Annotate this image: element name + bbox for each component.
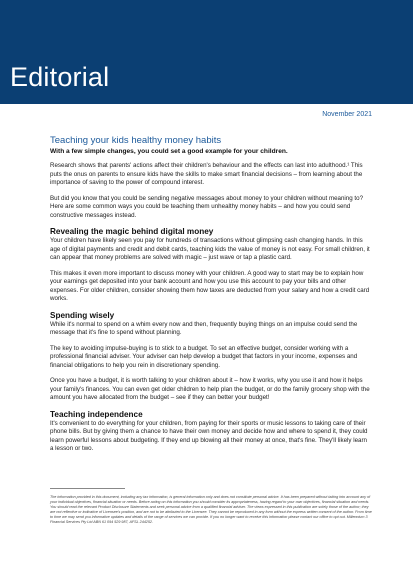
section-heading: Revealing the magic behind digital money [50, 227, 214, 236]
section-paragraph: Your children have likely seen you pay for hundreds of transactions without glimpsing cash changing hands. In this age of digital payments and credit and debit cards, teaching kids the value of money is not easy. For small children, it can appear that money problems are solved with magic – just wave or tap a plastic card. [50, 237, 370, 261]
intro-paragraph: But did you know that you could be sending negative messages about money to your children without meaning to? Here are some common ways you could be teaching them unhealthy money habits – and how you could send constructive messages instead. [50, 194, 364, 219]
header-banner [0, 0, 413, 104]
banner-title: Editorial [10, 62, 110, 92]
section-paragraph: Once you have a budget, it is worth talking to your children about it – how it works, why you use it and how it helps your family's finances. You can even get older children to help plan the budget, or do the family grocery shop with the amount you have allocated from the budget – see if they can better your budget! [50, 377, 370, 401]
section-heading: Teaching independence [50, 409, 143, 419]
article-subtitle: With a few simple changes, you could set a good example for your children. [50, 148, 288, 155]
disclaimer-text: The information provided in this document, including any tax information, is general information only and does not constitute personal advice. It has been prepared without taking into account any of your individual objectives, financial situation or needs. Before acting on this information you should consider its appropriateness, having regard to your own objectives, financial situation and needs. You should read the relevant Product Disclosure Statements and seek personal advice from a qualified financial adviser. The views expressed in this publication are solely those of the author; they are not reflective or indicative of Licensee's position, and are not to be attributed to the Licensee. They cannot be reproduced in any form without the express written consent of the author. From time to time we may send you informative updates and details of the range of services we can provide. If you no longer want to receive this information please contact our office to opt out. Millennium 3 Financial Services Pty Ltd ABN 61 094 529 987, AFSL 244252. [50, 495, 372, 524]
article-title: Teaching your kids healthy money habits [50, 135, 222, 146]
article-body [50, 135, 370, 461]
issue-date: November 2021 [322, 111, 372, 118]
section-heading: Spending wisely [50, 310, 115, 320]
section-paragraph: While it's normal to spend on a whim every now and then, frequently buying things on an impulse could send the message that it's fine to spend without planning. [50, 320, 358, 336]
intro-paragraph: Research shows that parents' actions affect their children's behaviour and the effects can last into adulthood.¹ This puts the onus on parents to ensure kids have the skills to make smart financial decisions – from learning about the importance of saving to the power of compound interest. [50, 162, 363, 186]
section-paragraph: It's convenient to do everything for your children, from paying for their sports or music lessons to taking care of their phone bills. But by giving them a chance to have their own money and decide how and where to spend it, they could learn powerful lessons about budgeting. If they end up blowing all their money at once, that's fine. They'll likely learn a lesson or two. [50, 419, 368, 452]
section-paragraph: The key to avoiding impulse-buying is to stick to a budget. To set an effective budget, consider working with a professional financial adviser. Your adviser can help develop a budget that factors in your income, expenses and financial obligations to help you rein in discretionary spending. [50, 344, 358, 369]
section-paragraph: This makes it even more important to discuss money with your children. A good way to start may be to explain how your earnings get deposited into your bank account and how you use this account to pay your bills and other expenses. For older children, consider showing them how taxes are deducted from your salary and how a credit card works. [50, 269, 370, 302]
footnote-divider [50, 488, 125, 489]
